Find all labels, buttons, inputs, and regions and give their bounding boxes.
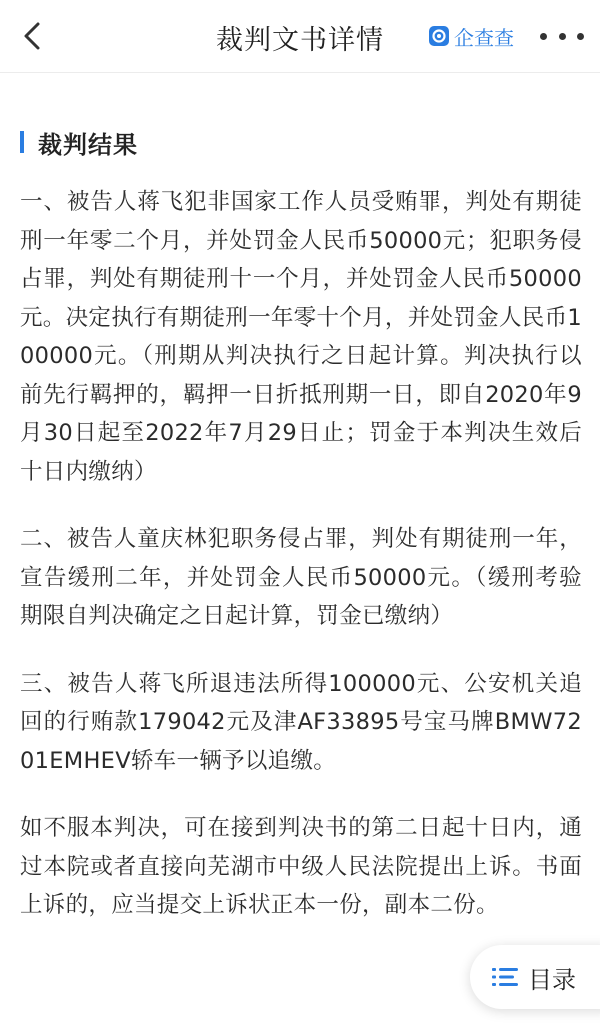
judgment-paragraph-1: 一、被告人蒋飞犯非国家工作人员受贿罪，判处有期徒刑一年零二个月，并处罚金人民币50000元；犯职务侵占罪，判处有期徒刑十一个月，并处罚金人民币50000元。决定执行有期徒刑一年零十个月，并处罚金人民币100000元。（刑期从判决执行之日起计算。判决执行以前先行羁押的，羁押一日折抵刑期一日，即自2020年9月30日起至2022年7月29日止；罚金于本判决生效后十日内缴纳）	[20, 189, 582, 485]
judgment-paragraph-2: 二、被告人童庆林犯职务侵占罪，判处有期徒刑一年，宣告缓刑二年，并处罚金人民币50000元。（缓刑考验期限自判决确定之日起计算，罚金已缴纳）	[20, 526, 582, 629]
brand-logo-icon	[428, 25, 450, 47]
chevron-left-icon	[14, 16, 54, 56]
top-navigation-bar	[0, 0, 600, 73]
more-dots-icon	[540, 33, 547, 40]
more-options-button[interactable]	[540, 22, 584, 50]
brand-link[interactable]	[428, 22, 514, 50]
toc-label: 目录	[528, 965, 576, 994]
back-button[interactable]	[14, 16, 54, 56]
brand-name: 企查查	[454, 25, 514, 50]
section-title: 裁判结果	[38, 130, 138, 159]
section-header	[20, 127, 138, 157]
table-of-contents-button[interactable]	[470, 945, 600, 1009]
section-accent-bar	[20, 131, 24, 153]
page-title: 裁判文书详情	[216, 25, 384, 56]
judgment-text	[20, 183, 582, 954]
judgment-paragraph-4: 如不服本判决，可在接到判决书的第二日起十日内，通过本院或者直接向芜湖市中级人民法院提出上诉。书面上诉的，应当提交上诉状正本一份，副本二份。	[20, 815, 582, 918]
judgment-paragraph-3: 三、被告人蒋飞所退违法所得100000元、公安机关追回的行贿款179042元及津AF33895号宝马牌BMW7201EMHEV轿车一辆予以追缴。	[20, 670, 582, 774]
list-icon	[492, 966, 518, 988]
